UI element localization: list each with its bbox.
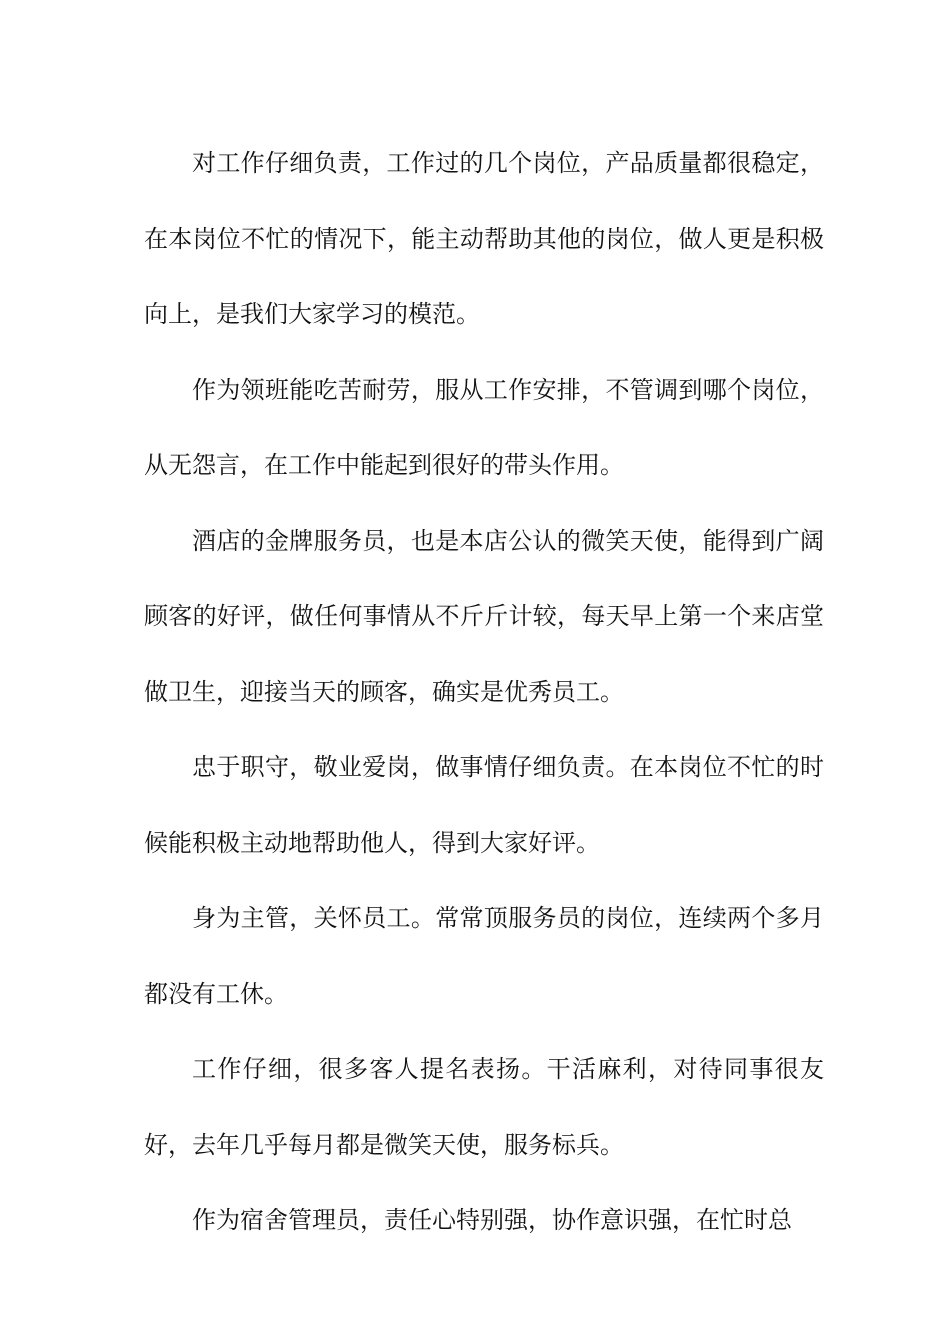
paragraph-2: 作为领班能吃苦耐劳，服从工作安排，不管调到哪个岗位，从无怨言，在工作中能起到很好的带头作用。: [144, 375, 824, 479]
paragraph-1: 对工作仔细负责，工作过的几个岗位，产品质量都很稳定，在本岗位不忙的情况下，能主动帮助其他的岗位，做人更是积极向上，是我们大家学习的模范。: [144, 149, 824, 328]
paragraph-7: 作为宿舍管理员，责任心特别强，协作意识强，在忙时总: [192, 1206, 792, 1234]
paragraph-5: 身为主管，关怀员工。常常顶服务员的岗位，连续两个多月都没有工休。: [144, 904, 824, 1008]
paragraph-4: 忠于职守，敬业爱岗，做事情仔细负责。在本岗位不忙的时候能积极主动地帮助他人，得到大家好评。: [144, 753, 824, 857]
paragraph-6: 工作仔细，很多客人提名表扬。干活麻利，对待同事很友好，去年几乎每月都是微笑天使，服务标兵。: [144, 1055, 824, 1159]
document-body: [144, 126, 824, 1259]
paragraph-3: 酒店的金牌服务员，也是本店公认的微笑天使，能得到广阔顾客的好评，做任何事情从不斤斤计较，每天早上第一个来店堂做卫生，迎接当天的顾客，确实是优秀员工。: [144, 526, 824, 706]
